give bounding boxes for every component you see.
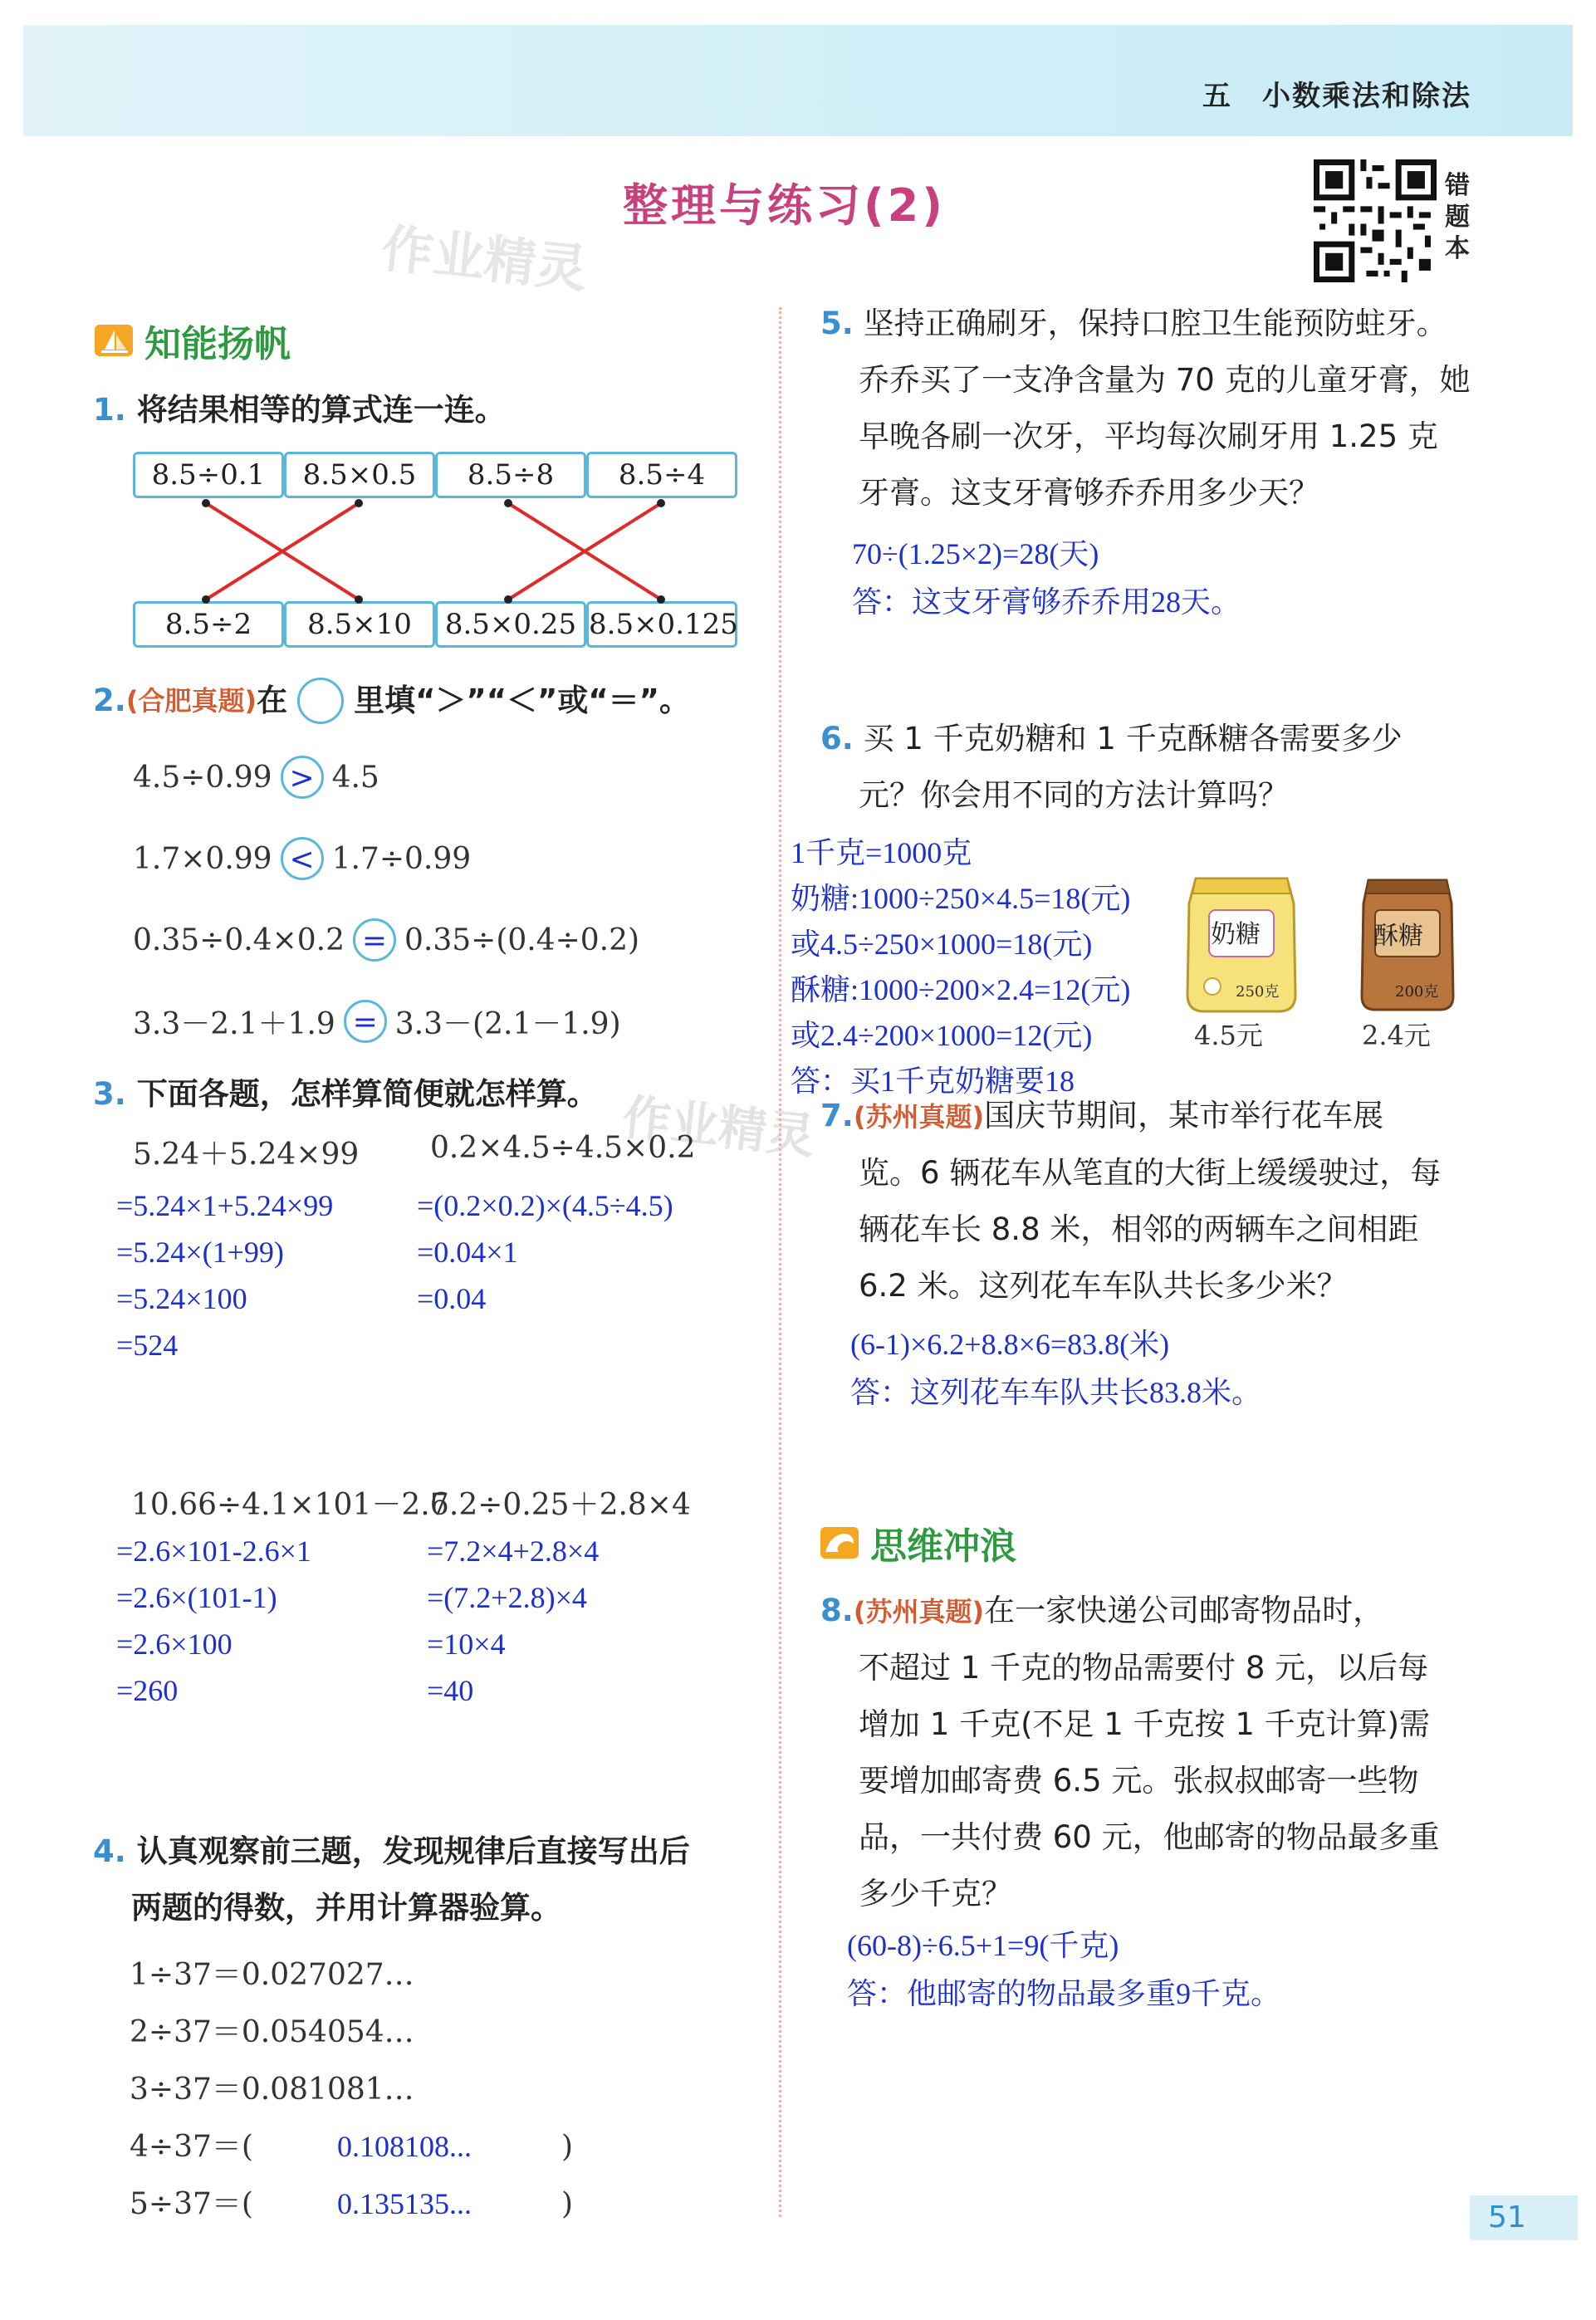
compare-sign-input[interactable]: > bbox=[281, 756, 324, 799]
answer-line: 奶糖:1000÷250×4.5=18(元) bbox=[791, 882, 1131, 915]
question-text: 多少千克？ bbox=[859, 1876, 1012, 1911]
answer-line: 答：买1千克奶糖要18 bbox=[791, 1065, 1075, 1098]
question-text: 早晚各刷一次牙，平均每次刷牙用 1.25 克 bbox=[859, 418, 1438, 454]
pattern-item: 2÷37＝0.054054… bbox=[130, 2015, 414, 2049]
calc-steps bbox=[427, 1528, 599, 1714]
source-tag: (合肥真题) bbox=[125, 685, 257, 717]
question-text: 乔乔买了一支净含量为 70 克的儿童牙膏，她 bbox=[859, 362, 1471, 398]
calc-steps bbox=[116, 1528, 311, 1714]
chapter-header: 五 小数乘法和除法 bbox=[1202, 80, 1471, 113]
question-text: 认真观察前三题，发现规律后直接写出后 bbox=[136, 1833, 690, 1869]
calc-step: =2.6×101-2.6×1 bbox=[116, 1534, 311, 1568]
calc-expression: 0.2×4.5÷4.5×0.2 bbox=[430, 1131, 696, 1165]
wrong-question-book-label[interactable] bbox=[1445, 170, 1473, 265]
calc-steps bbox=[417, 1182, 673, 1322]
calc-step: =(7.2+2.8)×4 bbox=[427, 1581, 587, 1614]
page-title: 整理与练习(2) bbox=[623, 179, 946, 232]
question-number: 4. bbox=[93, 1833, 126, 1869]
candy-bag-weight: 200克 bbox=[1395, 983, 1439, 1001]
answer-blank-row bbox=[130, 2118, 574, 2176]
answer-line: 答：这列花车车队共长83.8米。 bbox=[850, 1376, 1262, 1409]
question-number: 3. bbox=[93, 1076, 126, 1112]
q4-prompt bbox=[93, 1823, 690, 1936]
source-tag: (苏州真题) bbox=[853, 1101, 985, 1133]
calc-step: =5.24×1+5.24×99 bbox=[116, 1189, 334, 1222]
compare-row bbox=[133, 756, 379, 799]
match-box-top[interactable]: 8.5×0.5 bbox=[284, 452, 435, 498]
q5-prompt bbox=[820, 296, 1501, 521]
question-text: 在一家快递公司邮寄物品时， bbox=[984, 1593, 1384, 1628]
watermark: 作业精灵 bbox=[379, 218, 590, 300]
calc-step: =10×4 bbox=[427, 1627, 506, 1661]
question-text: 元？你会用不同的方法计算吗？ bbox=[859, 777, 1289, 813]
q2-prompt bbox=[93, 673, 690, 729]
question-text: 品，一共付费 60 元，他邮寄的物品最多重 bbox=[859, 1819, 1440, 1855]
question-text: 国庆节期间，某市举行花车展 bbox=[984, 1098, 1384, 1133]
pattern-item: 3÷37＝0.081081… bbox=[130, 2073, 414, 2107]
pattern-list bbox=[130, 1946, 574, 2233]
compare-row bbox=[133, 918, 639, 962]
calc-expression: 5.24＋5.24×99 bbox=[133, 1138, 360, 1172]
question-text: 坚持正确刷牙，保持口腔卫生能预防蛀牙。 bbox=[863, 306, 1447, 341]
section-title: 思维冲浪 bbox=[870, 1525, 1016, 1568]
question-text: 将结果相等的算式连一连。 bbox=[136, 392, 506, 428]
question-text: 不超过 1 千克的物品需要付 8 元，以后每 bbox=[859, 1650, 1429, 1686]
compare-left: 4.5÷0.99 bbox=[133, 760, 272, 795]
candy-bag-label: 奶糖 bbox=[1211, 920, 1261, 949]
calc-step: =524 bbox=[116, 1329, 179, 1362]
match-box-bottom[interactable]: 8.5×0.125 bbox=[586, 601, 737, 648]
candy-bag-label: 酥糖 bbox=[1373, 922, 1423, 951]
qr-label-char: 题 bbox=[1445, 203, 1470, 232]
question-text: 增加 1 千克(不足 1 千克按 1 千克计算)需 bbox=[859, 1706, 1431, 1742]
matching-lines bbox=[0, 0, 747, 664]
question-text: 辆花车长 8.8 米，相邻的两辆车之间相距 bbox=[859, 1211, 1419, 1247]
answer-line: 70÷(1.25×2)=28(天) bbox=[852, 537, 1099, 570]
compare-right: 0.35÷(0.4÷0.2) bbox=[404, 923, 640, 957]
calc-expression: 10.66÷4.1×101－2.6 bbox=[131, 1488, 449, 1522]
calc-steps bbox=[116, 1182, 333, 1368]
compare-right: 4.5 bbox=[331, 760, 379, 795]
qr-label-char: 错 bbox=[1445, 171, 1470, 200]
match-box-top[interactable]: 8.5÷8 bbox=[435, 452, 586, 498]
q3-prompt bbox=[93, 1066, 598, 1123]
question-number: 5. bbox=[820, 306, 854, 341]
question-text: 要增加邮寄费 6.5 元。张叔叔邮寄一些物 bbox=[859, 1763, 1419, 1799]
calc-step: =5.24×100 bbox=[116, 1282, 247, 1315]
calc-step: =7.2×4+2.8×4 bbox=[427, 1534, 600, 1568]
calc-step: =0.04×1 bbox=[417, 1236, 518, 1269]
blank-answer[interactable]: 0.108108... bbox=[337, 2130, 472, 2163]
match-box-bottom[interactable]: 8.5×0.25 bbox=[435, 601, 586, 648]
question-number: 7. bbox=[820, 1098, 854, 1133]
answer-line: 或2.4÷200×1000=12(元) bbox=[791, 1019, 1093, 1052]
section-heading-right bbox=[819, 1516, 1016, 1569]
pattern-item: 1÷37＝0.027027… bbox=[130, 1958, 414, 1992]
question-text: 买 1 千克奶糖和 1 千克酥糖各需要多少 bbox=[863, 721, 1403, 756]
q7-prompt bbox=[820, 1088, 1501, 1314]
answer-line: (60-8)÷6.5+1=9(千克) bbox=[847, 1929, 1119, 1962]
question-text: 牙膏。这支牙膏够乔乔用多少天？ bbox=[859, 475, 1319, 511]
blank-answer[interactable]: 0.135135... bbox=[337, 2187, 472, 2220]
candy-bag-weight: 250克 bbox=[1236, 983, 1280, 1001]
calc-step: =2.6×100 bbox=[116, 1627, 233, 1661]
compare-right: 3.3－(2.1－1.9) bbox=[394, 1006, 621, 1041]
blank-suffix: ) bbox=[561, 2130, 574, 2164]
answer-blank-row bbox=[130, 2176, 574, 2233]
answer-line: 或4.5÷250×1000=18(元) bbox=[791, 928, 1093, 961]
q7-answer bbox=[850, 1320, 1261, 1417]
question-number: 2. bbox=[93, 683, 126, 718]
question-text: 里填“＞”“＜”或“＝”。 bbox=[354, 683, 690, 718]
page-number: 51 bbox=[1470, 2195, 1578, 2240]
blank-prefix: 5÷37＝( bbox=[130, 2187, 253, 2221]
candy-price: 4.5元 bbox=[1194, 1020, 1263, 1051]
section-title: 知能扬帆 bbox=[144, 323, 291, 365]
compare-row bbox=[133, 1000, 621, 1043]
answer-line: 答：他邮寄的物品最多重9千克。 bbox=[847, 1977, 1281, 2010]
q8-answer bbox=[847, 1921, 1280, 2018]
question-text: 在 bbox=[257, 683, 288, 718]
calc-step: =5.24×(1+99) bbox=[116, 1236, 284, 1269]
match-box-top[interactable]: 8.5÷4 bbox=[586, 452, 737, 498]
calc-step: =40 bbox=[427, 1674, 474, 1707]
answer-line: 酥糖:1000÷200×2.4=12(元) bbox=[791, 973, 1131, 1006]
column-divider bbox=[779, 307, 781, 2217]
question-number: 1. bbox=[93, 392, 126, 428]
answer-line: (6-1)×6.2+8.8×6=83.8(米) bbox=[850, 1328, 1170, 1361]
compare-sign-input[interactable]: < bbox=[281, 837, 324, 880]
blank-prefix: 4÷37＝( bbox=[130, 2130, 253, 2164]
qr-label-char: 本 bbox=[1445, 234, 1470, 263]
match-box-bottom[interactable]: 8.5÷2 bbox=[133, 601, 284, 648]
question-text: 6.2 米。这列花车车队共长多少米？ bbox=[859, 1268, 1348, 1304]
calc-step: =0.04 bbox=[417, 1282, 487, 1315]
question-number: 6. bbox=[820, 721, 854, 756]
source-tag: (苏州真题) bbox=[853, 1596, 985, 1627]
q6-prompt bbox=[820, 711, 1501, 824]
compare-left: 1.7×0.99 bbox=[133, 841, 272, 876]
candy-price: 2.4元 bbox=[1362, 1020, 1431, 1051]
blank-suffix: ) bbox=[561, 2187, 574, 2221]
compare-left: 0.35÷0.4×0.2 bbox=[133, 923, 345, 957]
empty-circle-icon bbox=[297, 678, 344, 724]
answer-line: 1千克=1000克 bbox=[791, 836, 972, 869]
watermark: 作业精灵 bbox=[619, 1089, 818, 1165]
calc-expression: 7.2÷0.25＋2.8×4 bbox=[430, 1488, 691, 1522]
question-text: 览。6 辆花车从笔直的大街上缓缓驶过，每 bbox=[859, 1155, 1442, 1191]
match-box-top[interactable]: 8.5÷0.1 bbox=[133, 452, 284, 498]
compare-left: 3.3－2.1＋1.9 bbox=[133, 1006, 335, 1041]
compare-right: 1.7÷0.99 bbox=[331, 841, 472, 876]
compare-sign-input[interactable]: = bbox=[353, 918, 396, 962]
wave-icon bbox=[819, 1524, 862, 1562]
calc-step: =2.6×(101-1) bbox=[116, 1581, 277, 1614]
compare-row bbox=[133, 837, 471, 880]
calc-step: =260 bbox=[116, 1674, 179, 1707]
question-text: 下面各题，怎样算简便就怎样算。 bbox=[136, 1076, 598, 1112]
q8-prompt bbox=[820, 1583, 1510, 1922]
match-box-bottom[interactable]: 8.5×10 bbox=[284, 601, 435, 648]
question-text: 两题的得数，并用计算器验算。 bbox=[131, 1890, 561, 1926]
qr-code-icon[interactable] bbox=[1314, 159, 1437, 282]
answer-line: 答：这支牙膏够乔乔用28天。 bbox=[852, 585, 1241, 619]
q5-answer bbox=[852, 530, 1241, 626]
question-number: 8. bbox=[820, 1593, 854, 1628]
compare-sign-input[interactable]: = bbox=[344, 1000, 387, 1043]
q6-answer bbox=[791, 830, 1181, 1098]
calc-step: =(0.2×0.2)×(4.5÷4.5) bbox=[417, 1189, 673, 1222]
